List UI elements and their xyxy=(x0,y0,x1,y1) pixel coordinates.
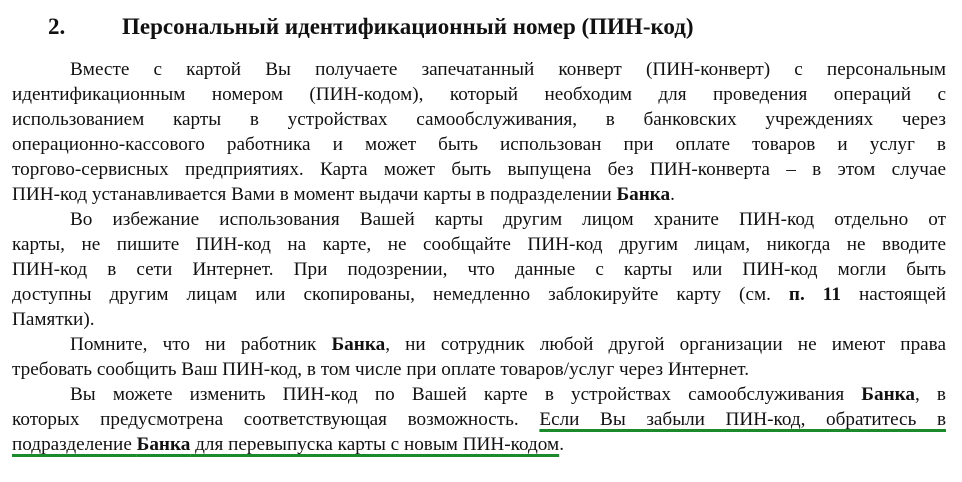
paragraph-2-line-1: Во избежание использования Вашей карты другим лицом храните ПИН-код отдельно от xyxy=(70,209,946,230)
paragraph-1-line-2: идентификационным номером (ПИН-кодом), который необходим для проведения операций с xyxy=(12,84,946,105)
paragraph-2-line-3: ПИН-код в сети Интернет. При подозрении, что данные с карты или ПИН-код могли быть xyxy=(12,259,946,280)
paragraph-3-line-1: Помните, что ни работник Банка, ни сотрудник любой другой организации не имеют права xyxy=(70,334,946,355)
bank-term: Банка xyxy=(861,384,915,405)
clause-reference: п. 11 xyxy=(788,284,841,305)
paragraph-1-line-1: Вместе с картой Вы получаете запечатанный конверт (ПИН-конверт) с персональным xyxy=(70,59,946,80)
highlighted-sentence-part-2: подразделение Банка для перевыпуска карты с новым ПИН-кодом xyxy=(12,434,560,455)
paragraph-2-line-2: карты, не пишите ПИН-код на карте, не сообщайте ПИН-код другим лицам, никогда не вводите xyxy=(12,234,946,255)
paragraph-1-line-4: операционно-кассового работника и может быть использован при оплате товаров и услуг в xyxy=(12,134,946,155)
paragraph-1-line-6: ПИН-код устанавливается Вами в момент выдачи карты в подразделении Банка. xyxy=(12,184,675,205)
paragraph-2-line-5: Памятки). xyxy=(12,309,95,330)
paragraph-1-line-5: торгово-сервисных предприятиях. Карта может быть выпущена без ПИН-конверта – в этом случае xyxy=(12,159,946,180)
paragraph-2-line-4: доступны другим лицам или скопированы, немедленно заблокируйте карту (см. п. 11 настоящей xyxy=(12,284,947,305)
bank-term: Банка xyxy=(136,434,191,455)
bank-term: Банка xyxy=(616,184,671,205)
paragraph-1-line-3: использованием карты в устройствах самообслуживания, в банковских учреждениях через xyxy=(12,109,946,130)
section-heading xyxy=(0,12,962,42)
paragraph-3-line-2: требовать сообщить Ваш ПИН-код, в том числе при оплате товаров/услуг через Интернет. xyxy=(12,359,750,380)
highlighted-sentence-part-1: Если Вы забыли ПИН-код, обратитесь в xyxy=(539,409,946,430)
paragraph-4-line-3: подразделение Банка для перевыпуска карты с новым ПИН-кодом. xyxy=(12,434,564,455)
section-title: Персональный идентификационный номер (ПИН-код) xyxy=(122,14,694,39)
paragraph-4-line-1: Вы можете изменить ПИН-код по Вашей карте в устройствах самообслуживания Банка, в xyxy=(70,384,946,405)
section-number: 2. xyxy=(48,14,66,39)
bank-term: Банка xyxy=(331,334,386,355)
paragraph-4-line-2: которых предусмотрена соответствующая возможность. Если Вы забыли ПИН-код, обратитесь в xyxy=(12,409,946,430)
